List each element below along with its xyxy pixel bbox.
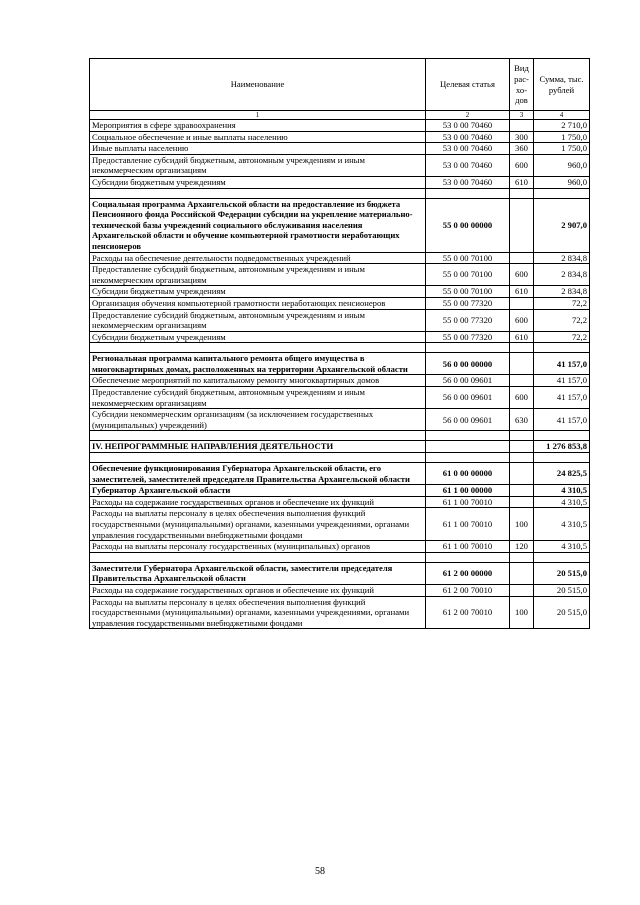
row-expense-type xyxy=(510,441,534,453)
row-expense-type xyxy=(510,375,534,387)
spacer-row xyxy=(90,453,590,463)
row-sum: 72,2 xyxy=(534,331,590,343)
row-sum: 72,2 xyxy=(534,309,590,331)
row-expense-type: 120 xyxy=(510,541,534,553)
row-code: 61 2 00 00000 xyxy=(426,562,510,584)
row-sum: 72,2 xyxy=(534,297,590,309)
row-sum: 24 825,5 xyxy=(534,463,590,485)
spacer-row xyxy=(90,343,590,353)
row-expense-type xyxy=(510,496,534,508)
row-expense-type: 100 xyxy=(510,596,534,629)
header-target: Целевая статья xyxy=(426,59,510,111)
row-sum: 2 710,0 xyxy=(534,120,590,132)
row-name: Расходы на содержание государственных органов и обеспечение их функций xyxy=(90,496,426,508)
row-name: Предоставление субсидий бюджетным, автономным учреждениям и иным некоммерческим организациям xyxy=(90,387,426,409)
row-code: 55 0 00 70100 xyxy=(426,264,510,286)
row-sum: 2 834,8 xyxy=(534,286,590,298)
row-sum: 20 515,0 xyxy=(534,596,590,629)
spacer-cell xyxy=(90,188,426,198)
row-name: Расходы на выплаты персоналу государственных (муниципальных) органов xyxy=(90,541,426,553)
row-expense-type: 600 xyxy=(510,154,534,176)
row-name: Субсидии некоммерческим организациям (за исключением государственных (муниципальных) учреждений) xyxy=(90,409,426,431)
row-code: 61 1 00 70010 xyxy=(426,496,510,508)
row-expense-type xyxy=(510,584,534,596)
row-sum: 4 310,5 xyxy=(534,508,590,541)
row-sum: 2 834,8 xyxy=(534,264,590,286)
table-row xyxy=(90,264,590,286)
row-name: Организация обучения компьютерной грамотности неработающих пенсионеров xyxy=(90,297,426,309)
header-sum: Сумма, тыс. рублей xyxy=(534,59,590,111)
row-name: Предоставление субсидий бюджетным, автономным учреждениям и иным некоммерческим организациям xyxy=(90,154,426,176)
row-expense-type xyxy=(510,485,534,497)
table-row xyxy=(90,297,590,309)
row-code: 55 0 00 77320 xyxy=(426,309,510,331)
row-expense-type xyxy=(510,463,534,485)
row-code: 55 0 00 70100 xyxy=(426,286,510,298)
row-name: Обеспечение функционирования Губернатора Архангельской области, его заместителей, заместителей председателя Правительства Архангельской области xyxy=(90,463,426,485)
table-body xyxy=(90,120,590,629)
table-row xyxy=(90,584,590,596)
row-name: Расходы на содержание государственных органов и обеспечение их функций xyxy=(90,584,426,596)
row-sum: 1 750,0 xyxy=(534,143,590,155)
row-code xyxy=(426,441,510,453)
document-page xyxy=(89,58,589,629)
row-sum: 20 515,0 xyxy=(534,562,590,584)
spacer-cell xyxy=(426,343,510,353)
table-row xyxy=(90,120,590,132)
row-code: 55 0 00 77320 xyxy=(426,331,510,343)
spacer-cell xyxy=(510,431,534,441)
row-sum: 2 907,0 xyxy=(534,198,590,252)
row-code: 53 0 00 70460 xyxy=(426,131,510,143)
table-row xyxy=(90,252,590,264)
spacer-cell xyxy=(534,431,590,441)
row-name: Губернатор Архангельской области xyxy=(90,485,426,497)
table-row xyxy=(90,596,590,629)
row-expense-type: 600 xyxy=(510,264,534,286)
row-expense-type: 630 xyxy=(510,409,534,431)
spacer-cell xyxy=(510,453,534,463)
row-name: IV. НЕПРОГРАММНЫЕ НАПРАВЛЕНИЯ ДЕЯТЕЛЬНОСТИ xyxy=(90,441,426,453)
column-number: 4 xyxy=(534,111,590,120)
row-sum: 41 157,0 xyxy=(534,409,590,431)
spacer-cell xyxy=(426,552,510,562)
spacer-cell xyxy=(510,552,534,562)
row-code: 56 0 00 09601 xyxy=(426,409,510,431)
row-sum: 41 157,0 xyxy=(534,387,590,409)
row-sum: 4 310,5 xyxy=(534,485,590,497)
row-expense-type xyxy=(510,120,534,132)
spacer-cell xyxy=(426,188,510,198)
spacer-cell xyxy=(534,188,590,198)
spacer-cell xyxy=(534,453,590,463)
section-row xyxy=(90,353,590,375)
row-name: Социальное обеспечение и иные выплаты населению xyxy=(90,131,426,143)
row-code: 56 0 00 00000 xyxy=(426,353,510,375)
spacer-row xyxy=(90,188,590,198)
spacer-cell xyxy=(90,431,426,441)
header-name: Наименование xyxy=(90,59,426,111)
row-name: Субсидии бюджетным учреждениям xyxy=(90,331,426,343)
table-row xyxy=(90,331,590,343)
row-sum: 20 515,0 xyxy=(534,584,590,596)
header-type: Вид рас-хо-дов xyxy=(510,59,534,111)
row-name: Мероприятия в сфере здравоохранения xyxy=(90,120,426,132)
row-code: 55 0 00 77320 xyxy=(426,297,510,309)
column-number-row xyxy=(90,111,590,120)
row-expense-type xyxy=(510,198,534,252)
row-name: Заместители Губернатора Архангельской области, заместители председателя Правительства Архангельской области xyxy=(90,562,426,584)
table-row xyxy=(90,131,590,143)
row-name: Иные выплаты населению xyxy=(90,143,426,155)
row-code: 61 2 00 70010 xyxy=(426,584,510,596)
row-name: Расходы на выплаты персоналу в целях обеспечения выполнения функций государственными (муниципальными) органами, казенными учреждениями, органами управления государственными внебюджетными фондами xyxy=(90,508,426,541)
row-sum: 4 310,5 xyxy=(534,496,590,508)
row-name: Предоставление субсидий бюджетным, автономным учреждениям и иным некоммерческим организациям xyxy=(90,309,426,331)
spacer-cell xyxy=(90,343,426,353)
row-code: 56 0 00 09601 xyxy=(426,375,510,387)
row-code: 61 1 00 00000 xyxy=(426,485,510,497)
page-number: 58 xyxy=(315,866,325,877)
row-expense-type: 360 xyxy=(510,143,534,155)
row-sum: 960,0 xyxy=(534,176,590,188)
table-row xyxy=(90,286,590,298)
row-code: 61 1 00 70010 xyxy=(426,508,510,541)
row-name: Обеспечение мероприятий по капитальному ремонту многоквартирных домов xyxy=(90,375,426,387)
section-row xyxy=(90,198,590,252)
table-row xyxy=(90,409,590,431)
spacer-cell xyxy=(534,552,590,562)
spacer-row xyxy=(90,552,590,562)
row-sum: 41 157,0 xyxy=(534,353,590,375)
row-code: 56 0 00 09601 xyxy=(426,387,510,409)
section-row xyxy=(90,562,590,584)
row-code: 53 0 00 70460 xyxy=(426,143,510,155)
row-sum: 41 157,0 xyxy=(534,375,590,387)
row-expense-type: 610 xyxy=(510,331,534,343)
column-number: 2 xyxy=(426,111,510,120)
row-code: 61 1 00 70010 xyxy=(426,541,510,553)
row-expense-type: 600 xyxy=(510,387,534,409)
row-name: Субсидии бюджетным учреждениям xyxy=(90,286,426,298)
row-expense-type: 600 xyxy=(510,309,534,331)
row-name: Региональная программа капитального ремонта общего имущества в многоквартирных домах, расположенных на территории Архангельской области xyxy=(90,353,426,375)
spacer-cell xyxy=(90,552,426,562)
column-number: 3 xyxy=(510,111,534,120)
row-code: 55 0 00 70100 xyxy=(426,252,510,264)
row-name: Расходы на выплаты персоналу в целях обеспечения выполнения функций государственными (муниципальными) органами, казенными учреждениями, органами управления государственными внебюджетными фондами xyxy=(90,596,426,629)
table-row xyxy=(90,309,590,331)
budget-table xyxy=(89,58,590,629)
row-expense-type xyxy=(510,353,534,375)
spacer-cell xyxy=(90,453,426,463)
spacer-cell xyxy=(510,188,534,198)
row-expense-type xyxy=(510,562,534,584)
row-code: 61 0 00 00000 xyxy=(426,463,510,485)
table-row xyxy=(90,143,590,155)
section-row xyxy=(90,485,590,497)
row-sum: 4 310,5 xyxy=(534,541,590,553)
table-row xyxy=(90,541,590,553)
row-expense-type: 300 xyxy=(510,131,534,143)
table-row xyxy=(90,375,590,387)
row-expense-type xyxy=(510,297,534,309)
row-code: 53 0 00 70460 xyxy=(426,120,510,132)
table-header-row xyxy=(90,59,590,111)
section-row xyxy=(90,441,590,453)
table-row xyxy=(90,387,590,409)
row-expense-type: 100 xyxy=(510,508,534,541)
row-name: Предоставление субсидий бюджетным, автономным учреждениям и иным некоммерческим организациям xyxy=(90,264,426,286)
section-row xyxy=(90,463,590,485)
row-expense-type xyxy=(510,252,534,264)
row-name: Социальная программа Архангельской области на предоставление из бюджета Пенсионного фонда Российской Федерации субсидии на укрепление материально-технической базы учреждений социального обслуживания населения Архангельской области и обучение компьютерной грамотности неработающих пенсионеров xyxy=(90,198,426,252)
table-row xyxy=(90,154,590,176)
spacer-cell xyxy=(534,343,590,353)
row-expense-type: 610 xyxy=(510,286,534,298)
row-sum: 1 750,0 xyxy=(534,131,590,143)
table-row xyxy=(90,496,590,508)
spacer-cell xyxy=(426,431,510,441)
row-name: Субсидии бюджетным учреждениям xyxy=(90,176,426,188)
row-code: 53 0 00 70460 xyxy=(426,154,510,176)
row-code: 53 0 00 70460 xyxy=(426,176,510,188)
row-code: 55 0 00 00000 xyxy=(426,198,510,252)
table-row xyxy=(90,176,590,188)
spacer-cell xyxy=(510,343,534,353)
table-row xyxy=(90,508,590,541)
row-code: 61 2 00 70010 xyxy=(426,596,510,629)
row-expense-type: 610 xyxy=(510,176,534,188)
row-sum: 2 834,8 xyxy=(534,252,590,264)
row-name: Расходы на обеспечение деятельности подведомственных учреждений xyxy=(90,252,426,264)
spacer-cell xyxy=(426,453,510,463)
spacer-row xyxy=(90,431,590,441)
row-sum: 1 276 853,8 xyxy=(534,441,590,453)
column-number: 1 xyxy=(90,111,426,120)
row-sum: 960,0 xyxy=(534,154,590,176)
